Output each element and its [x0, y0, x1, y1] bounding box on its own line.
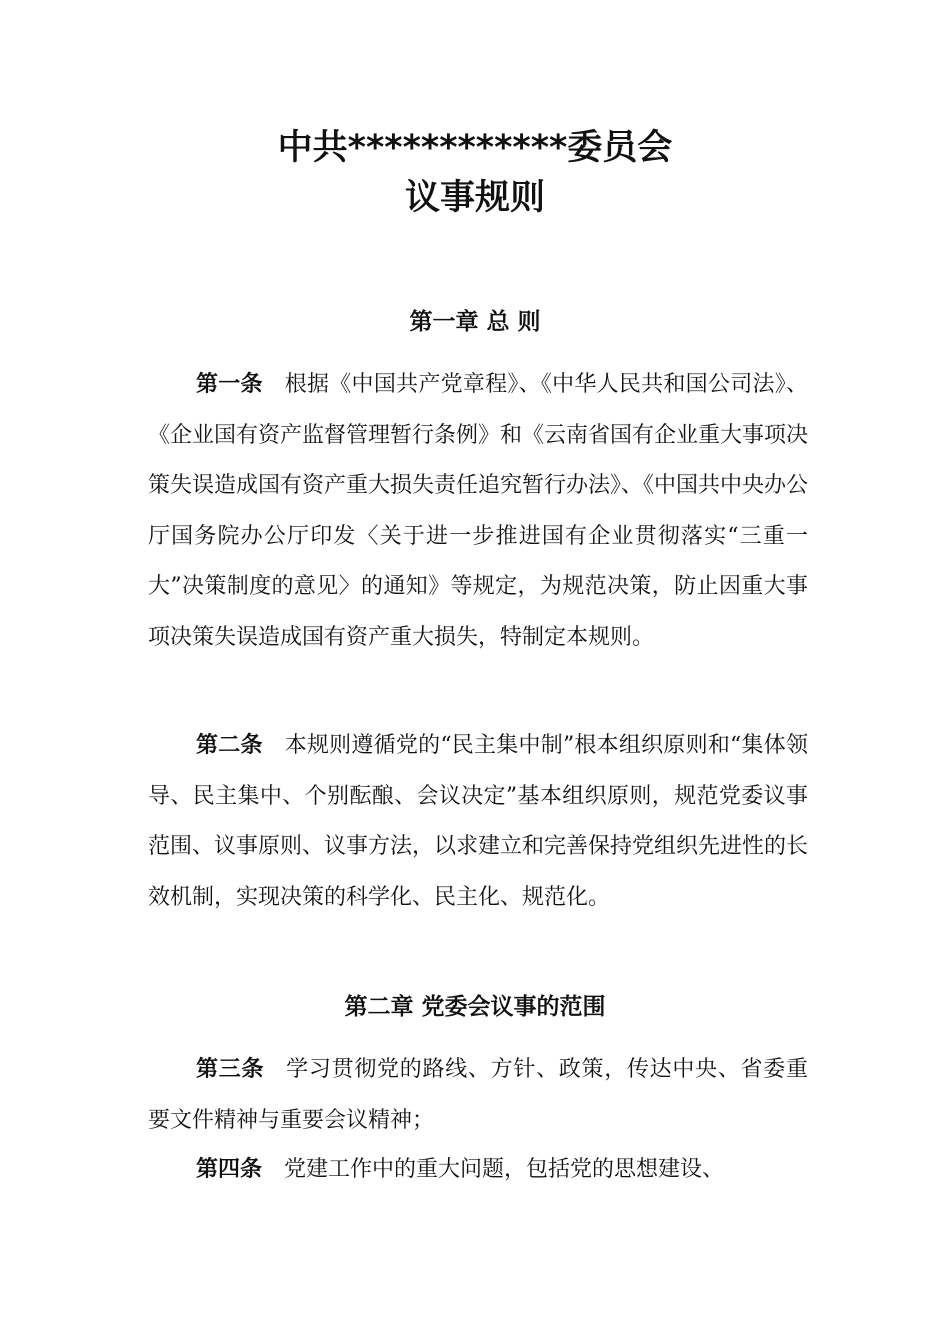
article-4-label: 第四条 — [196, 1157, 263, 1182]
article-2 — [148, 721, 808, 923]
article-4 — [148, 1145, 808, 1196]
article-1-label: 第一条 — [196, 372, 263, 397]
article-4-text: 党建工作中的重大问题，包括党的思想建设、 — [284, 1157, 725, 1182]
article-2-label: 第二条 — [196, 733, 263, 758]
article-1-text: 根据《中国共产党章程》、《中华人民共和国公司法》、《企业国有资产监督管理暂行条例》和《云南省国有企业重大事项决策失误造成国有资产重大损失责任追究暂行办法》、《中国共中央办公厅国务院办公厅印发〈关于进一步推进国有企业贯彻落实“三重一大”决策制度的意见〉的通知》等规定，为规范决策，防止因重大事项决策失误造成国有资产重大损失，特制定本规则。 — [148, 372, 809, 650]
article-3-label: 第三条 — [196, 1057, 265, 1082]
article-3-text: 学习贯彻党的路线、方针、政策，传达中央、省委重要文件精神与重要会议精神； — [148, 1057, 808, 1133]
article-2-text: 本规则遵循党的“民主集中制”根本组织原则和“集体领导、民主集中、个别酝酿、会议决定”基本组织原则，规范党委议事范围、议事原则、议事方法，以求建立和完善保持党组织先进性的长效机制，实现决策的科学化、民主化、规范化。 — [148, 733, 809, 910]
document-title-line2: 议事规则 — [404, 178, 545, 218]
chapter-heading-2: 第二章 党委会议事的范围 — [344, 994, 606, 1020]
article-3 — [148, 1045, 808, 1146]
article-1 — [148, 360, 808, 663]
chapter-heading-1: 第一章 总 则 — [409, 309, 541, 335]
document-title-line1: 中共************委员会 — [277, 128, 673, 168]
